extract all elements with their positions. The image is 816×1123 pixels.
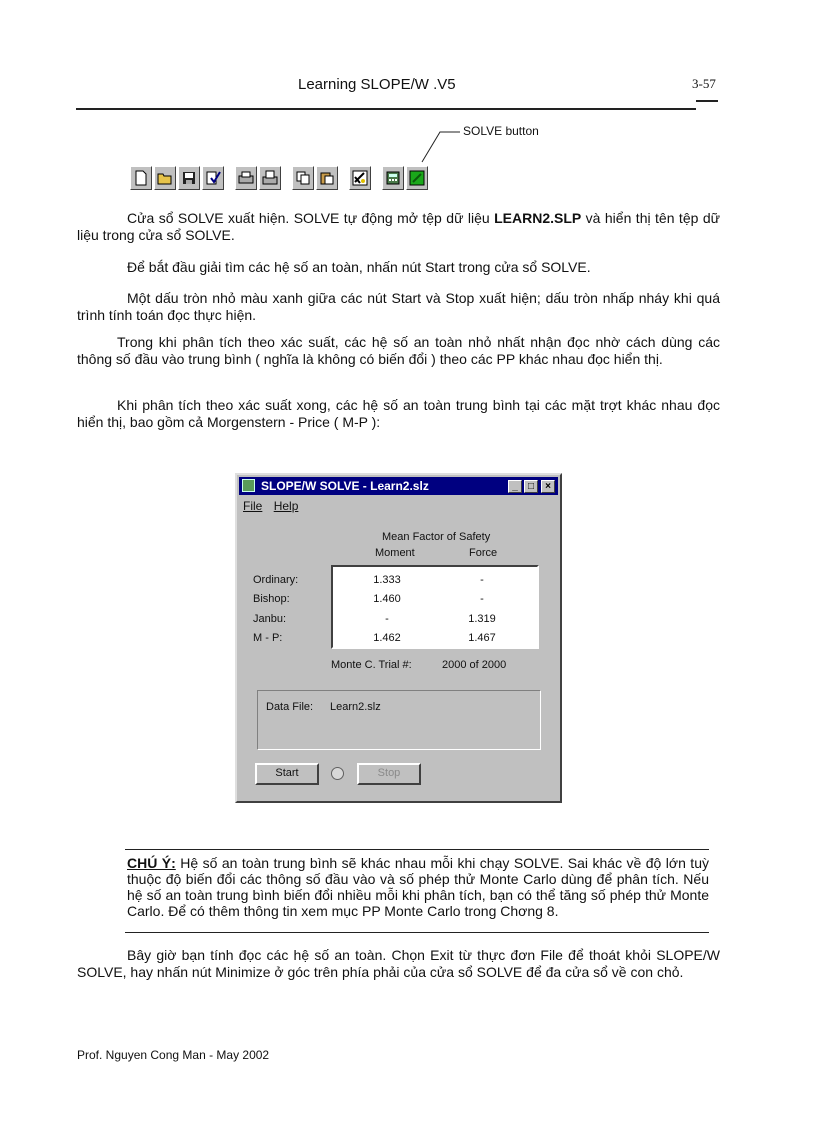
data-file-group <box>257 690 541 750</box>
data-file-label: Data File: <box>266 701 314 713</box>
maximize-icon[interactable]: □ <box>524 480 538 493</box>
callout-leader-line <box>420 130 465 165</box>
paragraph-probabilistic <box>77 334 720 368</box>
bishop-force: - <box>480 593 484 605</box>
page-header-title: Learning SLOPE/W .V5 <box>298 76 456 93</box>
mean-factor-heading: Mean Factor of Safety <box>382 531 491 543</box>
column-moment: Moment <box>375 547 415 559</box>
p2-text: Để bắt đầu giải tìm các hệ số an toàn, nhấn nút Start trong cửa sổ SOLVE. <box>127 259 591 275</box>
status-indicator-icon <box>331 767 344 780</box>
paste-icon[interactable] <box>316 166 338 190</box>
ordinary-force: - <box>480 574 484 586</box>
janbu-moment: - <box>385 613 389 625</box>
p3-text: Một dấu tròn nhỏ màu xanh giữa các nút Start và Stop xuất hiện; dấu tròn nhấp nháy khi quá trình tính toán đọc thực hiện. <box>77 290 720 323</box>
janbu-force: 1.319 <box>468 613 496 625</box>
solve-icon[interactable] <box>406 166 428 190</box>
p6-text: Bây giờ bạn tính đọc các hệ số an toàn. Chọn Exit từ thực đơn File để thoát khỏi SLOPE/W SOLVE, hay nhấn nút Minimize ở góc trên phía phải của cửa sổ SOLVE để đa cửa sổ về con chỏ. <box>77 947 720 980</box>
app-icon <box>242 479 255 492</box>
ordinary-moment: 1.333 <box>373 574 401 586</box>
print-icon[interactable] <box>235 166 257 190</box>
save-icon[interactable] <box>178 166 200 190</box>
sketch-icon[interactable] <box>349 166 371 190</box>
window-title: SLOPE/W SOLVE - Learn2.slz <box>261 479 429 493</box>
calculator-icon[interactable] <box>382 166 404 190</box>
column-force: Force <box>469 547 498 559</box>
mp-moment: 1.462 <box>373 632 401 644</box>
header-rule <box>76 108 696 110</box>
bishop-moment: 1.460 <box>373 593 401 605</box>
print-setup-icon[interactable] <box>259 166 281 190</box>
window-titlebar[interactable] <box>239 477 558 495</box>
row-label-janbu: Janbu: <box>253 613 287 625</box>
mp-force: 1.467 <box>468 632 496 644</box>
solve-window <box>235 473 562 803</box>
trial-label: Monte C. Trial #: <box>331 659 412 671</box>
row-label-ordinary: Ordinary: <box>253 574 299 586</box>
note-bottom-rule <box>125 932 709 933</box>
minimize-icon[interactable]: _ <box>508 480 522 493</box>
page-footer: Prof. Nguyen Cong Man - May 2002 <box>77 1048 270 1062</box>
page-number-underline <box>696 100 718 102</box>
data-file-value: Learn2.slz <box>330 701 381 713</box>
note-label: CHÚ Ý: <box>127 855 176 871</box>
menu-file[interactable]: File <box>243 499 263 513</box>
p4-text: Trong khi phân tích theo xác suất, các hệ số an toàn nhỏ nhất nhận đọc nhờ cách dùng các thông số đầu vào trung bình ( nghĩa là không có biến đổi ) theo các PP khác nhau đọc hiển thị. <box>77 334 720 367</box>
note-text: Hệ số an toàn trung bình sẽ khác nhau mỗi khi chạy SOLVE. Sai khác về độ lớn tuỳ thuộc độ biến đổi các thông số đầu vào và số phép thử Monte Carlo dùng để phân tích. Nếu hệ số an toàn trung bình biến đổi nhiều mỗi khi phân tích, bạn có thể tăng số phép thử Monte Carlo. Để có thêm thông tin xem mục PP Monte Carlo trong Chơng 8. <box>127 855 709 919</box>
note-top-rule <box>125 849 709 850</box>
paragraph-start <box>77 259 720 276</box>
p1-filename: LEARN2.SLP <box>494 210 582 226</box>
verify-icon[interactable] <box>202 166 224 190</box>
open-icon[interactable] <box>154 166 176 190</box>
row-label-mp: M - P: <box>253 632 283 644</box>
trial-value: 2000 of 2000 <box>442 659 507 671</box>
paragraph-solve-opens <box>77 210 720 244</box>
copy-icon[interactable] <box>292 166 314 190</box>
menu-help[interactable]: Help <box>273 499 299 513</box>
solve-button-callout: SOLVE button <box>463 124 539 138</box>
p1-text-b: và hiển thị tên tệp dữ liệu trong cửa sổ SOLVE. <box>77 210 720 243</box>
toolbar <box>130 166 439 190</box>
stop-button[interactable]: Stop <box>357 763 421 785</box>
paragraph-exit <box>77 947 720 981</box>
close-icon[interactable]: × <box>541 480 555 493</box>
page-number: 3-57 <box>692 76 716 91</box>
new-icon[interactable] <box>130 166 152 190</box>
paragraph-indicator <box>77 290 720 324</box>
p1-text-a: Cửa sổ SOLVE xuất hiện. SOLVE tự động mở tệp dữ liệu <box>127 210 495 226</box>
row-label-bishop: Bishop: <box>253 593 290 605</box>
menu-bar <box>243 499 306 513</box>
paragraph-mean-factors <box>77 397 720 431</box>
note-block <box>127 855 709 919</box>
start-button[interactable]: Start <box>255 763 319 785</box>
p5-text: Khi phân tích theo xác suất xong, các hệ số an toàn trung bình tại các mặt trợt khác nhau đọc hiển thị, bao gồm cả Morgenstern - Price ( M-P ): <box>77 397 720 430</box>
